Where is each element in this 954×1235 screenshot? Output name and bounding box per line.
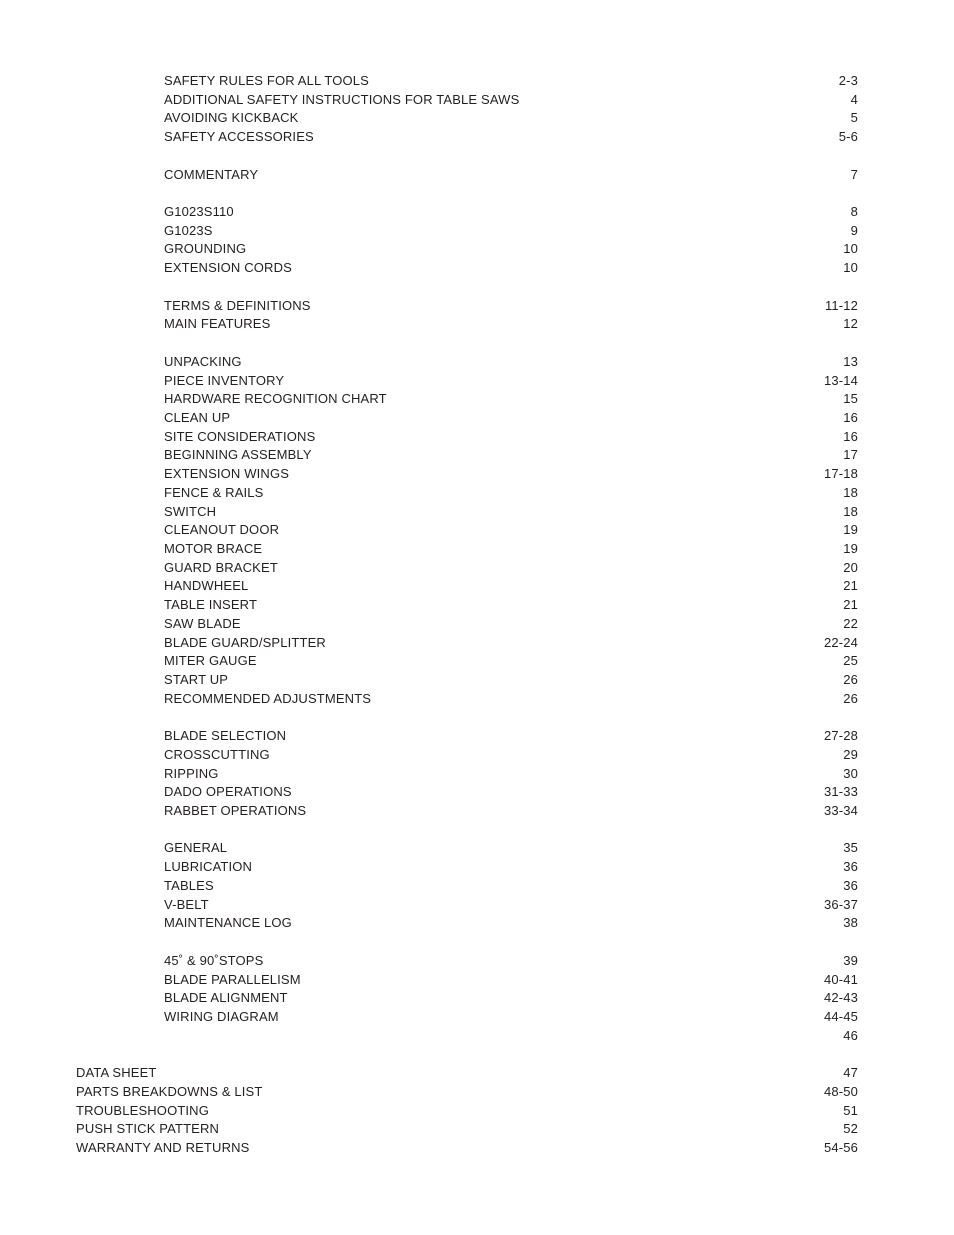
toc-entry-title: CROSSCUTTING — [164, 746, 272, 765]
toc-entry-page: 26 — [842, 690, 858, 709]
toc-entry-title: BLADE PARALLELISM — [164, 971, 303, 990]
toc-entry-title: AVOIDING KICKBACK — [164, 109, 301, 128]
toc-entry[interactable] — [164, 952, 858, 971]
toc-entry-page: 2-3 — [838, 72, 858, 91]
toc-entry-title: RECOMMENDED ADJUSTMENTS — [164, 690, 373, 709]
toc-entry-title: SAW BLADE — [164, 615, 243, 634]
toc-entry-page: 36-37 — [823, 896, 858, 915]
toc-entry-page: 16 — [842, 428, 858, 447]
toc-entry-page: 48-50 — [823, 1083, 858, 1102]
toc-entry-page: 47 — [842, 1064, 858, 1083]
toc-entry[interactable] — [164, 896, 858, 915]
toc-entry[interactable] — [164, 203, 858, 222]
toc-entry[interactable] — [164, 596, 858, 615]
toc-entry-title: MAINTENANCE LOG — [164, 914, 294, 933]
group-spacer — [0, 184, 954, 203]
toc-entry-title: BLADE ALIGNMENT — [164, 989, 290, 1008]
toc-entry[interactable] — [164, 914, 858, 933]
toc-entry-page: 17-18 — [823, 465, 858, 484]
toc-entry-page: 21 — [842, 577, 858, 596]
toc-entry-title: PARTS BREAKDOWNS & LIST — [76, 1083, 264, 1102]
toc-entry-page: 9 — [850, 222, 858, 241]
toc-entry[interactable] — [164, 615, 858, 634]
toc-entry-title: BEGINNING ASSEMBLY — [164, 446, 314, 465]
toc-entry[interactable] — [164, 521, 858, 540]
toc-entry[interactable] — [164, 727, 858, 746]
dot-leader — [204, 1040, 858, 1041]
toc-entry-title: ADDITIONAL SAFETY INSTRUCTIONS FOR TABLE SAWS — [164, 91, 521, 110]
toc-entry[interactable] — [164, 72, 858, 91]
toc-entry[interactable] — [164, 166, 858, 185]
toc-entry-page: 19 — [842, 540, 858, 559]
toc-entry[interactable] — [76, 1083, 858, 1102]
toc-entry-title: WIRING DIAGRAM — [164, 1008, 281, 1027]
toc-entry-page: 44-45 — [823, 1008, 858, 1027]
toc-entry-title: GENERAL — [164, 839, 229, 858]
toc-entry-page: 22-24 — [823, 634, 858, 653]
toc-entry[interactable] — [164, 634, 858, 653]
toc-entry[interactable] — [164, 222, 858, 241]
group-spacer — [0, 821, 954, 840]
toc-entry[interactable] — [204, 1027, 858, 1046]
toc-entry[interactable] — [164, 353, 858, 372]
dot-leader — [164, 872, 858, 873]
toc-entry-title: TABLE INSERT — [164, 596, 259, 615]
toc-entry[interactable] — [164, 128, 858, 147]
dot-leader — [164, 217, 858, 218]
toc-entry-page: 4 — [850, 91, 858, 110]
toc-entry-page: 27-28 — [823, 727, 858, 746]
toc-entry[interactable] — [164, 503, 858, 522]
toc-entry-page: 40-41 — [823, 971, 858, 990]
group-spacer — [0, 1045, 954, 1064]
toc-entry[interactable] — [164, 372, 858, 391]
toc-entry[interactable] — [164, 446, 858, 465]
toc-entry-title: MAIN FEATURES — [164, 315, 272, 334]
toc-entry[interactable] — [164, 428, 858, 447]
toc-entry-page: 51 — [842, 1102, 858, 1121]
toc-entry-title: SWITCH — [164, 503, 218, 522]
toc-entry-title: G1023S110 — [164, 203, 236, 222]
table-of-contents — [0, 72, 954, 1158]
toc-entry-title: CLEANOUT DOOR — [164, 521, 281, 540]
dot-leader — [164, 516, 858, 517]
toc-entry-title: V-BELT — [164, 896, 211, 915]
toc-entry-page: 20 — [842, 559, 858, 578]
toc-entry-title: START UP — [164, 671, 230, 690]
toc-entry[interactable] — [164, 315, 858, 334]
toc-entry[interactable] — [164, 746, 858, 765]
toc-entry[interactable] — [164, 671, 858, 690]
dot-leader — [164, 891, 858, 892]
toc-entry[interactable] — [164, 259, 858, 278]
toc-entry-title: PUSH STICK PATTERN — [76, 1120, 221, 1139]
dot-leader — [164, 853, 858, 854]
toc-entry-page: 13-14 — [823, 372, 858, 391]
toc-entry-title: G1023S — [164, 222, 215, 241]
toc-entry-page: 31-33 — [823, 783, 858, 802]
toc-entry-page: 54-56 — [823, 1139, 858, 1158]
toc-entry[interactable] — [76, 1102, 858, 1121]
toc-entry-page: 17 — [842, 446, 858, 465]
toc-entry-page: 29 — [842, 746, 858, 765]
toc-entry-title: EXTENSION CORDS — [164, 259, 294, 278]
toc-entry-page: 38 — [842, 914, 858, 933]
dot-leader — [164, 966, 858, 967]
toc-entry-title: MITER GAUGE — [164, 652, 259, 671]
toc-entry[interactable] — [164, 390, 858, 409]
toc-entry-page: 18 — [842, 503, 858, 522]
toc-entry-page: 15 — [842, 390, 858, 409]
toc-entry[interactable] — [164, 409, 858, 428]
toc-entry[interactable] — [164, 91, 858, 110]
group-spacer — [0, 334, 954, 353]
toc-entry-page: 8 — [850, 203, 858, 222]
toc-entry-page: 12 — [842, 315, 858, 334]
toc-entry-page: 36 — [842, 858, 858, 877]
toc-entry[interactable] — [164, 802, 858, 821]
toc-entry-page: 7 — [850, 166, 858, 185]
toc-entry-page: 19 — [842, 521, 858, 540]
dot-leader — [164, 498, 858, 499]
toc-entry-title: TROUBLESHOOTING — [76, 1102, 211, 1121]
dot-leader — [164, 554, 858, 555]
toc-entry[interactable] — [164, 877, 858, 896]
toc-entry-page: 10 — [842, 240, 858, 259]
toc-entry[interactable] — [164, 540, 858, 559]
toc-entry-page: 13 — [842, 353, 858, 372]
toc-entry-title: 45˚ & 90˚STOPS — [164, 952, 265, 971]
toc-entry-title: PIECE INVENTORY — [164, 372, 286, 391]
dot-leader — [164, 629, 858, 630]
toc-entry-title: BLADE GUARD/SPLITTER — [164, 634, 328, 653]
toc-entry-title: HANDWHEEL — [164, 577, 250, 596]
toc-entry-page: 5-6 — [838, 128, 858, 147]
toc-entry[interactable] — [164, 690, 858, 709]
toc-entry[interactable] — [164, 1008, 858, 1027]
toc-entry-page: 21 — [842, 596, 858, 615]
toc-entry-page: 16 — [842, 409, 858, 428]
dot-leader — [164, 909, 858, 910]
dot-leader — [164, 254, 858, 255]
toc-entry-page: 35 — [842, 839, 858, 858]
toc-entry[interactable] — [76, 1064, 858, 1083]
toc-entry-title: DADO OPERATIONS — [164, 783, 294, 802]
group-spacer — [0, 147, 954, 166]
dot-leader — [164, 235, 858, 236]
toc-entry-title: RIPPING — [164, 765, 221, 784]
toc-entry[interactable] — [76, 1120, 858, 1139]
toc-entry-page: 52 — [842, 1120, 858, 1139]
toc-entry[interactable] — [164, 109, 858, 128]
dot-leader — [164, 423, 858, 424]
group-spacer — [0, 933, 954, 952]
toc-entry-page: 5 — [850, 109, 858, 128]
dot-leader — [164, 179, 858, 180]
toc-entry-page: 39 — [842, 952, 858, 971]
dot-leader — [164, 591, 858, 592]
toc-entry[interactable] — [164, 465, 858, 484]
toc-entry[interactable] — [164, 858, 858, 877]
toc-entry[interactable] — [164, 652, 858, 671]
toc-entry-page: 42-43 — [823, 989, 858, 1008]
dot-leader — [164, 610, 858, 611]
toc-entry-page: 22 — [842, 615, 858, 634]
dot-leader — [76, 1078, 858, 1079]
toc-entry[interactable] — [164, 765, 858, 784]
toc-entry-page: 25 — [842, 652, 858, 671]
group-spacer — [0, 278, 954, 297]
toc-entry-page: 10 — [842, 259, 858, 278]
dot-leader — [164, 367, 858, 368]
toc-entry-title: CLEAN UP — [164, 409, 232, 428]
toc-entry-page: 18 — [842, 484, 858, 503]
toc-entry-title: UNPACKING — [164, 353, 244, 372]
toc-entry[interactable] — [164, 989, 858, 1008]
toc-entry-title: COMMENTARY — [164, 166, 260, 185]
toc-entry-title: SITE CONSIDERATIONS — [164, 428, 317, 447]
toc-entry-title: TERMS & DEFINITIONS — [164, 297, 313, 316]
toc-entry-title: SAFETY ACCESSORIES — [164, 128, 316, 147]
toc-entry-title: MOTOR BRACE — [164, 540, 264, 559]
toc-entry-page: 46 — [842, 1027, 858, 1046]
toc-entry[interactable] — [164, 839, 858, 858]
toc-entry-page: 30 — [842, 765, 858, 784]
toc-entry-title: BLADE SELECTION — [164, 727, 288, 746]
toc-entry[interactable] — [76, 1139, 858, 1158]
toc-entry[interactable] — [164, 559, 858, 578]
toc-entry[interactable] — [164, 484, 858, 503]
toc-entry-title: RABBET OPERATIONS — [164, 802, 308, 821]
toc-entry[interactable] — [164, 240, 858, 259]
toc-entry-title: SAFETY RULES FOR ALL TOOLS — [164, 72, 371, 91]
toc-entry-page: 33-34 — [823, 802, 858, 821]
toc-entry[interactable] — [164, 297, 858, 316]
toc-entry-page: 11-12 — [824, 297, 858, 316]
toc-entry-title: WARRANTY AND RETURNS — [76, 1139, 251, 1158]
toc-entry-title: EXTENSION WINGS — [164, 465, 291, 484]
dot-leader — [164, 666, 858, 667]
toc-entry[interactable] — [164, 783, 858, 802]
toc-entry-title: LUBRICATION — [164, 858, 254, 877]
group-spacer — [0, 708, 954, 727]
toc-entry-title: DATA SHEET — [76, 1064, 158, 1083]
toc-entry-title: GROUNDING — [164, 240, 248, 259]
toc-entry[interactable] — [164, 971, 858, 990]
toc-entry-title: TABLES — [164, 877, 216, 896]
toc-entry-title: FENCE & RAILS — [164, 484, 265, 503]
toc-entry-title: HARDWARE RECOGNITION CHART — [164, 390, 389, 409]
dot-leader — [164, 778, 858, 779]
toc-entry-page: 26 — [842, 671, 858, 690]
dot-leader — [164, 685, 858, 686]
toc-entry[interactable] — [164, 577, 858, 596]
toc-entry-page: 36 — [842, 877, 858, 896]
toc-entry-title: GUARD BRACKET — [164, 559, 280, 578]
